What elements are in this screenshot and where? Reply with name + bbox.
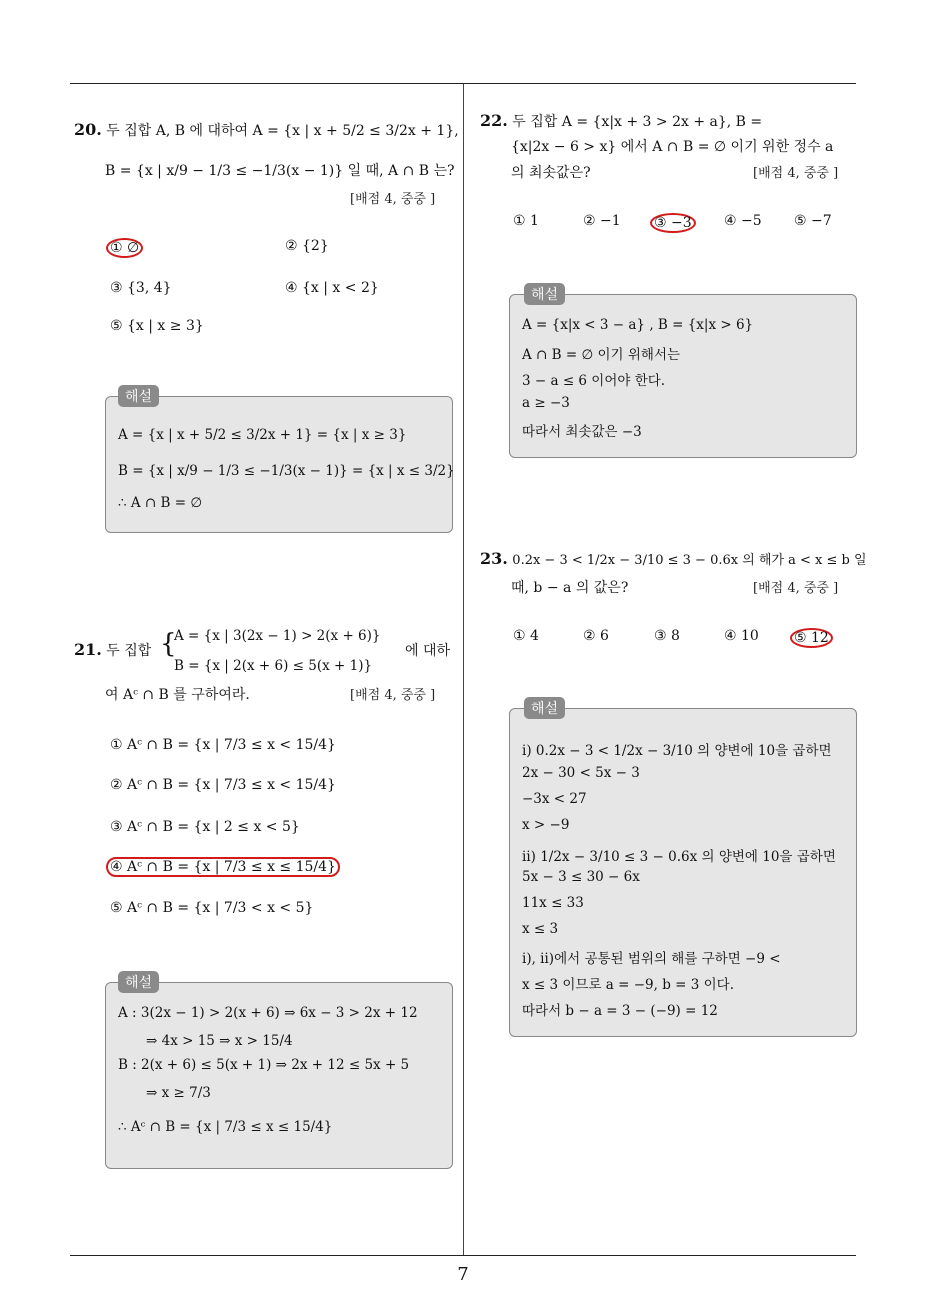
solution-box (509, 294, 857, 458)
solution-line: x ≤ 3 이므로 a = −9, b = 3 이다. (522, 977, 735, 993)
solution-line: ∴ Aᶜ ∩ B = {x | 7/3 ≤ x ≤ 15/4} (118, 1119, 333, 1135)
set-a: A = {x | 3(2x − 1) > 2(x + 6)} (174, 628, 381, 644)
solution-line: ⅰ) 0.2x − 3 < 1/2x − 3/10 의 양변에 10을 곱하면 (522, 743, 832, 759)
answer-circle: ③ −3 (650, 213, 696, 233)
question-number: 21. (74, 640, 102, 659)
option-3[interactable] (654, 213, 696, 233)
brace: { (160, 629, 177, 659)
solution-line: A ∩ B = ∅ 이기 위해서는 (522, 347, 681, 363)
solution-line: B = {x | x/9 − 1/3 ≤ −1/3(x − 1)} = {x | x ≤ 3/2} (118, 463, 455, 479)
score-meta: [배점 4, 중중 ] (753, 166, 839, 181)
set-b: B = {x | 2(x + 6) ≤ 5(x + 1)} (174, 658, 373, 674)
answer-circle: ⑤ 12 (790, 628, 833, 648)
solution-line: A = {x | x + 5/2 ≤ 3/2x + 1} = {x | x ≥ 3} (118, 427, 407, 443)
option-3[interactable]: ③ {3, 4} (110, 280, 172, 296)
option-1[interactable]: ① Aᶜ ∩ B = {x | 7/3 ≤ x < 15/4} (110, 737, 336, 753)
option-4[interactable]: ④ {x | x < 2} (285, 280, 379, 296)
score-meta: [배점 4, 중중 ] (350, 688, 436, 703)
solution-line: x ≤ 3 (522, 921, 559, 937)
solution-line: ⅱ) 1/2x − 3/10 ≤ 3 − 0.6x 의 양변에 10을 곱하면 (522, 849, 836, 865)
solution-line: ∴ A ∩ B = ∅ (118, 495, 203, 511)
question-text: 두 집합 A = {x|x + 3 > 2x + a}, B = (512, 114, 763, 130)
option-3[interactable]: ③ 8 (654, 628, 680, 644)
option-2[interactable]: ② 6 (583, 628, 609, 644)
question-text: 두 집합 A, B 에 대하여 A = {x | x + 5/2 ≤ 3/2x + 1}, (106, 123, 459, 139)
column-divider (463, 84, 464, 1255)
solution-line: ⇒ 4x > 15 ⇒ x > 15/4 (146, 1033, 293, 1049)
solution-line: ⅰ), ⅱ)에서 공통된 범위의 해를 구하면 −9 < (522, 951, 781, 967)
solution-tag: 해설 (524, 697, 565, 719)
option-1[interactable] (110, 238, 143, 258)
option-1[interactable]: ① 1 (513, 213, 539, 229)
solution-line: A : 3(2x − 1) > 2(x + 6) ⇒ 6x − 3 > 2x + 12 (118, 1005, 418, 1021)
solution-box (105, 396, 453, 533)
solution-line: −3x < 27 (522, 791, 587, 807)
solution-line: 5x − 3 ≤ 30 − 6x (522, 869, 640, 885)
answer-circle: ④ Aᶜ ∩ B = {x | 7/3 ≤ x ≤ 15/4} (106, 857, 340, 877)
solution-line: 3 − a ≤ 6 이어야 한다. (522, 373, 666, 389)
solution-tag: 해설 (524, 283, 565, 305)
option-4[interactable]: ④ −5 (724, 213, 762, 229)
solution-box (105, 982, 453, 1169)
option-3[interactable]: ③ Aᶜ ∩ B = {x | 2 ≤ x < 5} (110, 819, 300, 835)
option-2[interactable]: ② {2} (285, 238, 329, 254)
solution-line: 따라서 최솟값은 −3 (522, 424, 642, 440)
option-5[interactable]: ⑤ Aᶜ ∩ B = {x | 7/3 < x < 5} (110, 900, 314, 916)
option-2[interactable]: ② −1 (583, 213, 621, 229)
option-2[interactable]: ② Aᶜ ∩ B = {x | 7/3 ≤ x < 15/4} (110, 777, 336, 793)
solution-tag: 해설 (118, 971, 159, 993)
question-text: 에 대하 (405, 643, 451, 659)
option-5[interactable]: ⑤ −7 (794, 213, 832, 229)
solution-line: a ≥ −3 (522, 395, 570, 411)
solution-line: 2x − 30 < 5x − 3 (522, 765, 640, 781)
question-text: 두 집합 (106, 643, 152, 659)
solution-line: x > −9 (522, 817, 570, 833)
question-text: 0.2x − 3 < 1/2x − 3/10 ≤ 3 − 0.6x 의 해가 a < x ≤ b 일 (512, 553, 867, 568)
question-number: 23. (480, 549, 508, 568)
solution-tag: 해설 (118, 385, 159, 407)
score-meta: [배점 4, 중중 ] (753, 581, 839, 596)
question-number: 22. (480, 111, 508, 130)
solution-line: 11x ≤ 33 (522, 895, 584, 911)
answer-circle: ① ∅ (106, 238, 143, 258)
solution-line: 따라서 b − a = 3 − (−9) = 12 (522, 1003, 718, 1019)
option-4[interactable] (110, 857, 340, 877)
solution-line: A = {x|x < 3 − a} , B = {x|x > 6} (522, 317, 754, 333)
option-4[interactable]: ④ 10 (724, 628, 759, 644)
option-5[interactable]: ⑤ {x | x ≥ 3} (110, 318, 204, 334)
bottom-rule (70, 1255, 856, 1256)
question-text-line: 의 최솟값은? (511, 165, 591, 181)
solution-box (509, 708, 857, 1037)
option-5[interactable] (794, 628, 833, 648)
solution-line: B : 2(x + 6) ≤ 5(x + 1) ⇒ 2x + 12 ≤ 5x + 5 (118, 1057, 410, 1073)
page-number: 7 (457, 1264, 469, 1285)
question-text-line: 여 Aᶜ ∩ B 를 구하여라. (105, 687, 250, 703)
question-text-line: 때, b − a 의 값은? (511, 580, 629, 596)
option-1[interactable]: ① 4 (513, 628, 539, 644)
solution-line: ⇒ x ≥ 7/3 (146, 1085, 211, 1101)
question-text-line: B = {x | x/9 − 1/3 ≤ −1/3(x − 1)} 일 때, A ∩ B 는? (105, 163, 455, 179)
question-number: 20. (74, 120, 102, 139)
question-text-line: {x|2x − 6 > x} 에서 A ∩ B = ∅ 이기 위한 정수 a (511, 139, 834, 155)
score-meta: [배점 4, 중중 ] (350, 192, 436, 207)
